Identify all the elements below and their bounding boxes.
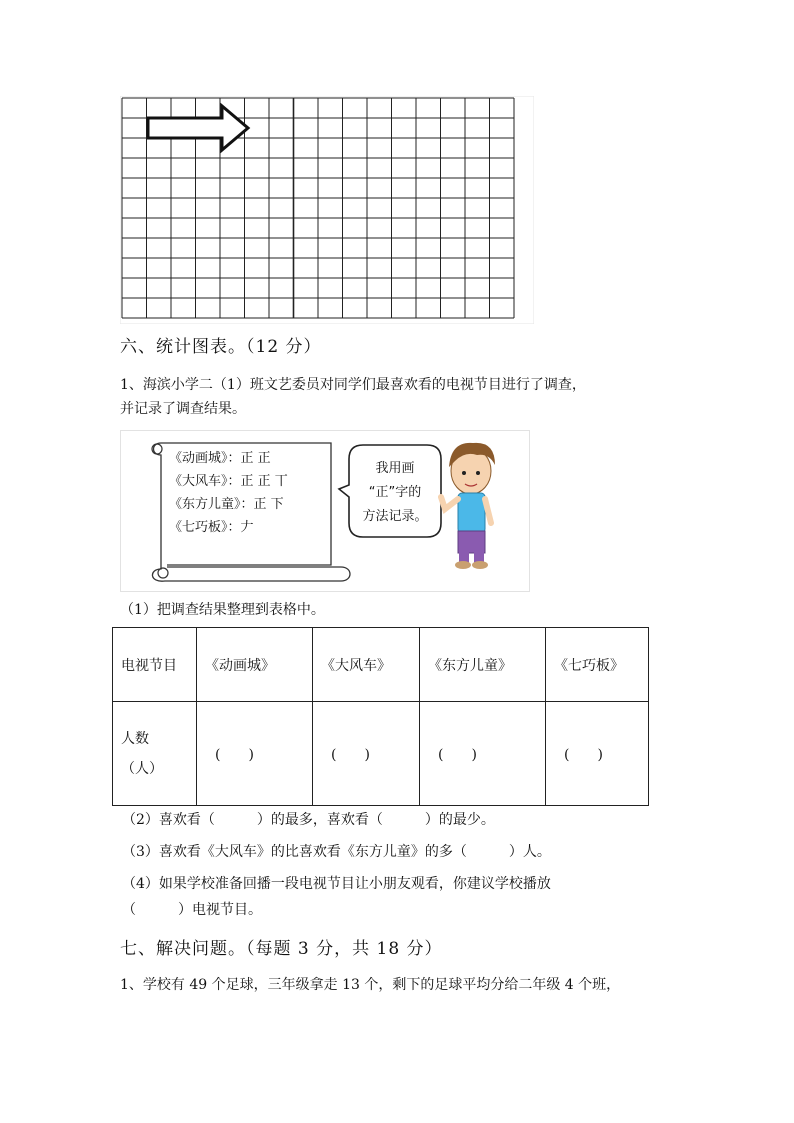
- section-7-title: 七、解决问题。（每题 3 分，共 18 分）: [120, 939, 443, 959]
- table-count-row: [113, 702, 649, 806]
- sub-question-4-line-1: （4）如果学校准备回播一段电视节目让小朋友观看，你建议学校播放: [122, 876, 551, 892]
- answer-blank[interactable]: ( ): [546, 702, 649, 806]
- program-cell: 《动画城》: [197, 628, 313, 702]
- survey-table: [112, 627, 649, 806]
- tally-list: [169, 447, 288, 539]
- tally-row: 《动画城》：正 正: [169, 451, 271, 466]
- tally-row: 《东方儿童》：正 下: [169, 497, 284, 512]
- sub-question-1: （1）把调查结果整理到表格中。: [120, 602, 325, 618]
- square-grid: [120, 96, 534, 324]
- sub-question-4-line-2: （ ）电视节目。: [122, 902, 262, 918]
- table-header-row: [113, 628, 649, 702]
- speech-text: 我用画 “正”字的 方法记录。: [362, 461, 428, 524]
- question-1-line-1: 1、海滨小学二（1）班文艺委员对同学们最喜欢看的电视节目进行了调查，: [120, 377, 586, 393]
- question-1-line-2: 并记录了调查结果。: [120, 401, 246, 417]
- grid-with-arrow: [120, 96, 534, 324]
- sub-question-2: （2）喜欢看（ ）的最多，喜欢看（ ）的最少。: [122, 812, 495, 828]
- tally-illustration: [120, 430, 530, 592]
- program-cell: 《大风车》: [313, 628, 420, 702]
- tally-row: 《大风车》：正 正 丅: [169, 474, 288, 489]
- program-cell: 《七巧板》: [546, 628, 649, 702]
- answer-blank[interactable]: ( ): [313, 702, 420, 806]
- tally-row: 《七巧板》：𠂇: [169, 520, 254, 535]
- section-7-question-1: 1、学校有 49 个足球，三年级拿走 13 个，剩下的足球平均分给二年级 4 个班，: [120, 977, 621, 993]
- answer-blank[interactable]: ( ): [197, 702, 313, 806]
- header-label: 电视节目: [113, 628, 197, 702]
- program-cell: 《东方儿童》: [420, 628, 546, 702]
- sub-question-3: （3）喜欢看《大风车》的比喜欢看《东方儿童》的多（ ）人。: [122, 844, 551, 860]
- answer-blank[interactable]: ( ): [420, 702, 546, 806]
- count-label: 人数 （人）: [113, 702, 197, 806]
- boy-figure: [441, 443, 495, 569]
- section-6-title: 六、统计图表。（12 分）: [120, 337, 322, 357]
